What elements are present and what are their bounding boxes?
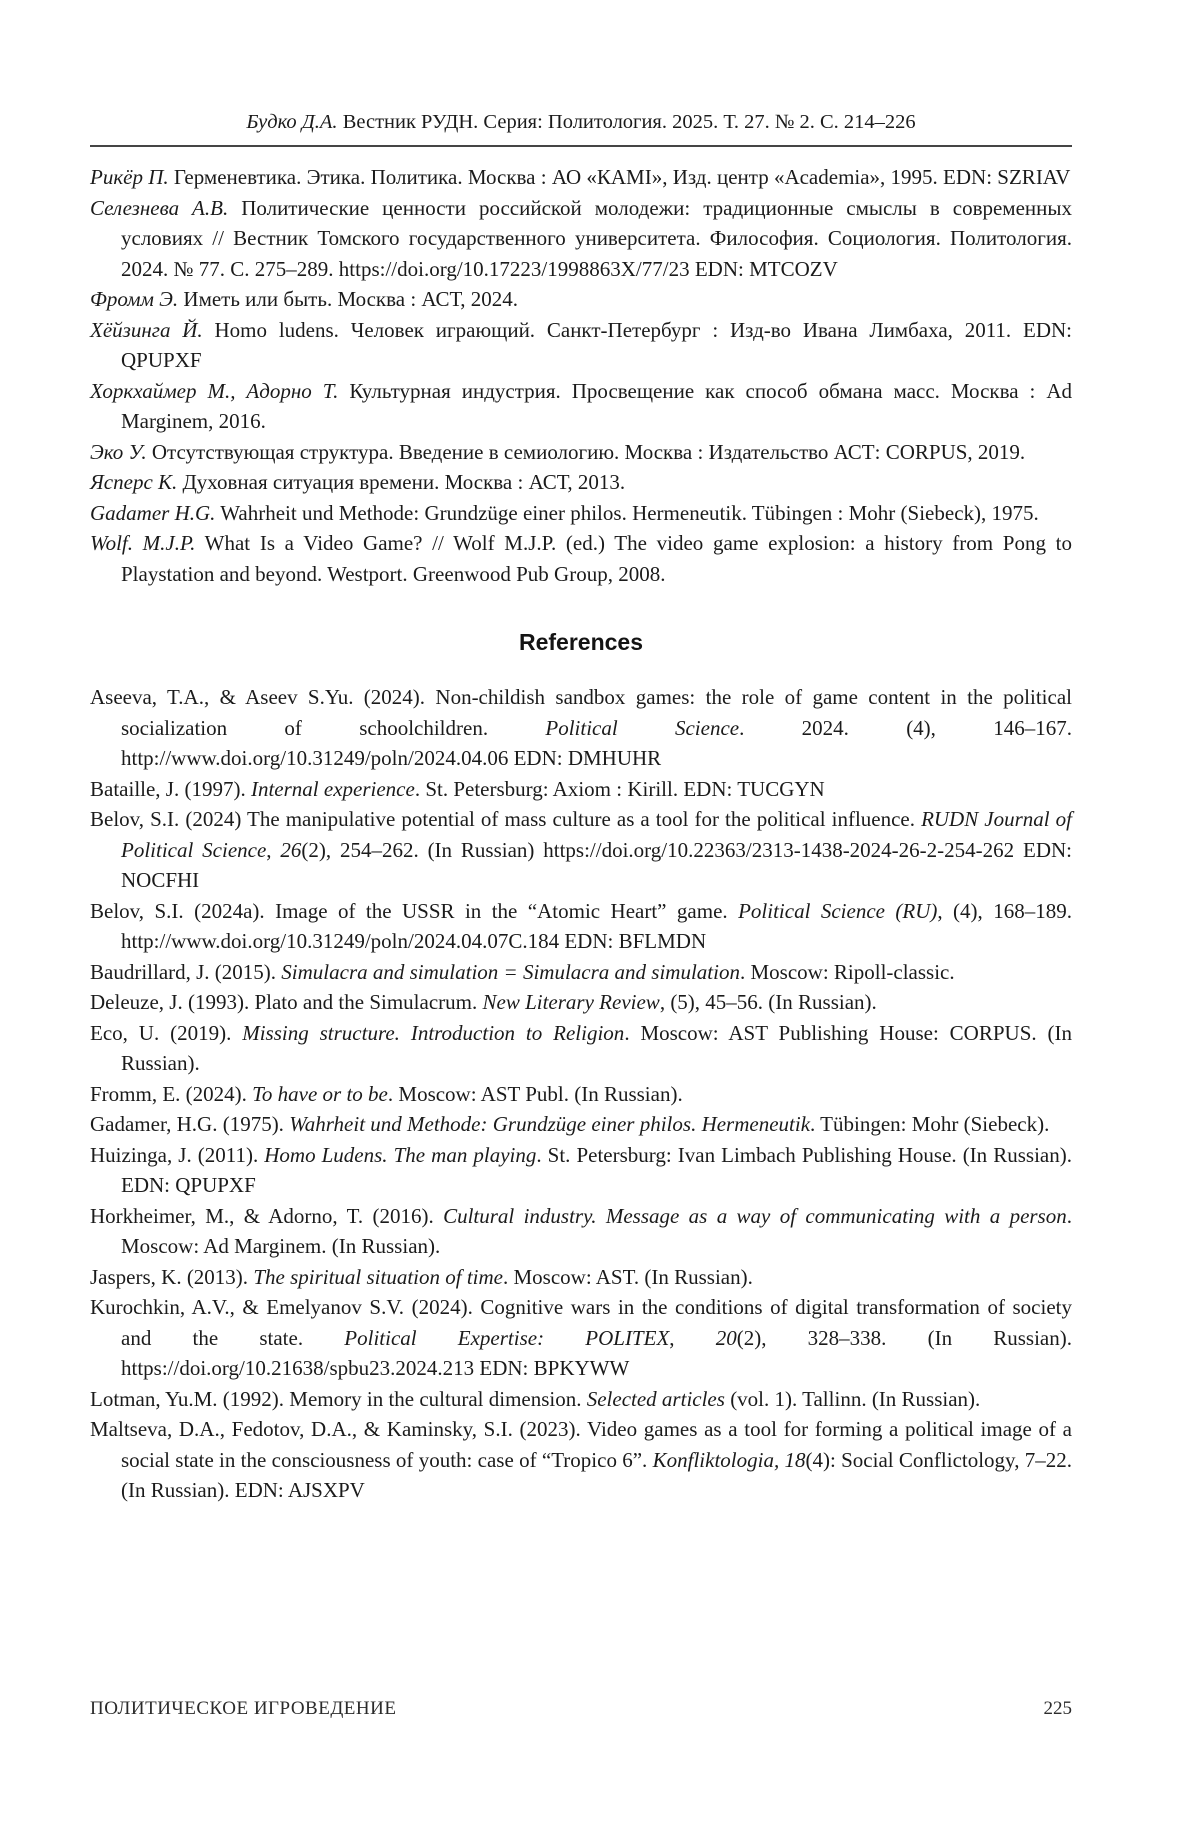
text-segment: . St. Petersburg: Ivan Limbach Publishing House. (In Russian). EDN: QPUPXF <box>121 1142 1072 1197</box>
text-segment: Культурная индустрия. Просвещение как способ обмана масс. Москва : Ad Marginem, 2016. <box>121 378 1072 433</box>
text-segment: Wahrheit und Methode: Grundzüge einer philos. Hermeneutik. Tübingen : Mohr (Siebeck), 1975. <box>215 500 1039 525</box>
text-segment: Иметь или быть. Москва : АСТ, 2024. <box>178 287 519 311</box>
references-list <box>90 682 1072 1506</box>
header-rule <box>90 145 1072 147</box>
text-segment: Отсутствующая структура. Введение в семиологию. Москва : Издательство АСТ: CORPUS, 2019. <box>146 439 1026 464</box>
reference-entry <box>90 284 1072 315</box>
reference-entry <box>90 1384 1072 1415</box>
italic-text-segment: Gadamer H.G. <box>90 500 216 525</box>
reference-entry <box>90 437 1072 468</box>
text-segment: Политические ценности российской молодежи: традиционные смыслы в современных условиях // Вестник Томского государственного университета. Философия. Социология. Политология. 2024. № 77. С. 275–289. https://doi.org/10.17223/1998863X/77/23 EDN: MTCOZV <box>121 195 1072 281</box>
italic-text-segment: 20 <box>715 1325 737 1350</box>
italic-text-segment: Будко Д.А. <box>246 111 338 133</box>
text-segment: (4): Social Conflictology, 7–22. (In Russian). EDN: AJSXPV <box>121 1447 1072 1502</box>
running-head <box>90 0 1072 134</box>
italic-text-segment: New Literary Review <box>482 990 660 1014</box>
reference-entry <box>90 774 1072 805</box>
text-segment: . St. Petersburg: Axiom : Kirill. EDN: TUCGYN <box>414 776 825 801</box>
italic-text-segment: Political Science <box>545 715 740 740</box>
page-number: 225 <box>1043 1698 1072 1719</box>
text-segment: Bataille, J. (1997). <box>90 776 251 801</box>
reference-entry <box>90 528 1072 589</box>
reference-entry <box>90 376 1072 437</box>
page-footer <box>90 1698 1072 1720</box>
text-segment: What Is a Video Game? // Wolf M.J.P. (ed.) The video game explosion: a history from Pong to Playstation and beyond. Westport. Greenwood Pub Group, 2008. <box>121 531 1073 586</box>
text-segment: Horkheimer, M., & Adorno, T. (2016). <box>90 1203 444 1228</box>
reference-entry <box>90 467 1072 498</box>
text-segment: . 2024. (4), 146–167. http://www.doi.org/10.31249/poln/2024.04.06 EDN: DMHUHR <box>121 715 1072 770</box>
italic-text-segment: Ясперс К. <box>90 470 178 494</box>
italic-text-segment: To have or to be <box>252 1081 388 1106</box>
italic-text-segment: Konfliktologia, 18 <box>652 1447 806 1472</box>
text-segment: (2), 328–338. (In Russian). https://doi.org/10.21638/spbu23.2024.213 EDN: BPKYWW <box>121 1325 1072 1380</box>
bibliography-russian-list <box>90 162 1072 589</box>
text-segment: Jaspers, K. (2013). <box>90 1264 254 1289</box>
italic-text-segment: Political Expertise: POLITEX <box>344 1325 670 1350</box>
italic-text-segment: The spiritual situation of time <box>253 1264 503 1289</box>
text-segment: Homo ludens. Человек играющий. Санкт-Петербург : Изд-во Ивана Лимбаха, 2011. EDN: QPUPXF <box>121 317 1072 372</box>
reference-entry <box>90 1292 1072 1384</box>
reference-entry <box>90 896 1072 957</box>
reference-entry <box>90 1079 1072 1110</box>
text-segment: (2), 254–262. (In Russian) https://doi.org/10.22363/2313-1438-2024-26-2-254-262 EDN: NOCFHI <box>121 837 1072 892</box>
reference-entry <box>90 682 1072 774</box>
reference-entry <box>90 1262 1072 1293</box>
italic-text-segment: Фромм Э. <box>90 287 179 311</box>
page-content <box>90 0 1072 1506</box>
reference-entry <box>90 1140 1072 1201</box>
text-segment: . Moscow: AST. (In Russian). <box>503 1264 753 1289</box>
italic-text-segment: Political Science (RU) <box>738 898 938 923</box>
text-segment: Belov, S.I. (2024) The manipulative potential of mass culture as a tool for the political influence. <box>90 807 922 831</box>
italic-text-segment: Эко У. <box>90 439 147 464</box>
text-segment: Lotman, Yu.M. (1992). Memory in the cultural dimension. <box>90 1386 587 1411</box>
italic-text-segment: Селезнева А.В. <box>90 195 229 220</box>
text-segment: Вестник РУДН. Серия: Политология. 2025. Т. 27. № 2. С. 214–226 <box>337 111 916 133</box>
italic-text-segment: 26 <box>280 837 302 862</box>
reference-entry <box>90 162 1072 193</box>
text-segment: . Moscow: AST Publ. (In Russian). <box>387 1081 683 1106</box>
text-segment: Aseeva, T.A., & Aseev S.Yu. (2024). Non-childish sandbox games: the role of game content in the political socialization of schoolchildren. <box>90 685 1072 740</box>
text-segment: Belov, S.I. (2024a). Image of the USSR in the “Atomic Heart” game. <box>90 898 739 923</box>
reference-entry <box>90 957 1072 988</box>
text-segment: Kurochkin, A.V., & Emelyanov S.V. (2024). Cognitive wars in the conditions of digital transformation of society and the state. <box>90 1295 1072 1350</box>
text-segment: , <box>669 1325 716 1350</box>
italic-text-segment: Рикёр П. <box>90 165 169 189</box>
text-segment: . Moscow: Ripoll-classic. <box>739 959 955 984</box>
text-segment: Baudrillard, J. (2015). <box>90 959 282 984</box>
italic-text-segment: Simulacra and simulation = Simulacra and simulation <box>281 959 740 984</box>
reference-entry <box>90 1109 1072 1140</box>
text-segment: Eco, U. (2019). <box>90 1020 243 1045</box>
text-segment: , (4), 168–189. http://www.doi.org/10.31249/poln/2024.04.07C.184 EDN: BFLMDN <box>121 898 1072 953</box>
italic-text-segment: Missing structure. Introduction to Religion <box>242 1020 625 1045</box>
reference-entry <box>90 1414 1072 1506</box>
text-segment: . Tübingen: Mohr (Siebeck). <box>810 1112 1050 1136</box>
text-segment: Gadamer, H.G. (1975). <box>90 1112 290 1136</box>
reference-entry <box>90 1201 1072 1262</box>
footer-section-title: ПОЛИТИЧЕСКОЕ ИГРОВЕДЕНИЕ <box>90 1698 397 1719</box>
italic-text-segment: Wahrheit und Methode: Grundzüge einer philos. Hermeneutik <box>289 1112 811 1136</box>
text-segment: (vol. 1). Tallinn. (In Russian). <box>724 1386 981 1411</box>
text-segment: Духовная ситуация времени. Москва : АСТ, 2013. <box>177 470 626 494</box>
italic-text-segment: RUDN Journal of Political Science <box>121 807 1072 862</box>
text-segment: Fromm, E. (2024). <box>90 1081 253 1106</box>
reference-entry <box>90 804 1072 896</box>
reference-entry <box>90 498 1072 529</box>
reference-entry <box>90 193 1072 285</box>
italic-text-segment: Хёйзинга Й. <box>90 317 203 342</box>
text-segment: Huizinga, J. (2011). <box>90 1142 265 1167</box>
text-segment: , (5), 45–56. (In Russian). <box>659 990 877 1014</box>
text-segment: . Moscow: Ad Marginem. (In Russian). <box>121 1203 1072 1258</box>
italic-text-segment: Cultural industry. Message as a way of communicating with a person <box>443 1203 1067 1228</box>
reference-entry <box>90 1018 1072 1079</box>
italic-text-segment: Хоркхаймер М., Адорно Т. <box>90 378 339 403</box>
references-heading: References <box>518 629 644 655</box>
reference-entry <box>90 315 1072 376</box>
text-segment: . Moscow: AST Publishing House: CORPUS. (In Russian). <box>121 1020 1072 1075</box>
reference-entry <box>90 987 1072 1018</box>
italic-text-segment: Internal experience <box>250 776 415 801</box>
text-segment: Maltseva, D.A., Fedotov, D.A., & Kaminsky, S.I. (2023). Video games as a tool for forming a political image of a social state in the consciousness of youth: case of “Tropico 6”. <box>90 1417 1072 1472</box>
text-segment: Deleuze, J. (1993). Plato and the Simulacrum. <box>90 990 483 1014</box>
italic-text-segment: Homo Ludens. The man playing <box>264 1142 537 1167</box>
text-segment: Герменевтика. Этика. Политика. Москва : АО «КАМI», Изд. центр «Academia», 1995. EDN: SZRIAV <box>168 165 1071 189</box>
italic-text-segment: Selected articles <box>586 1386 725 1411</box>
text-segment: , <box>266 837 281 862</box>
italic-text-segment: Wolf. M.J.P. <box>90 531 196 555</box>
